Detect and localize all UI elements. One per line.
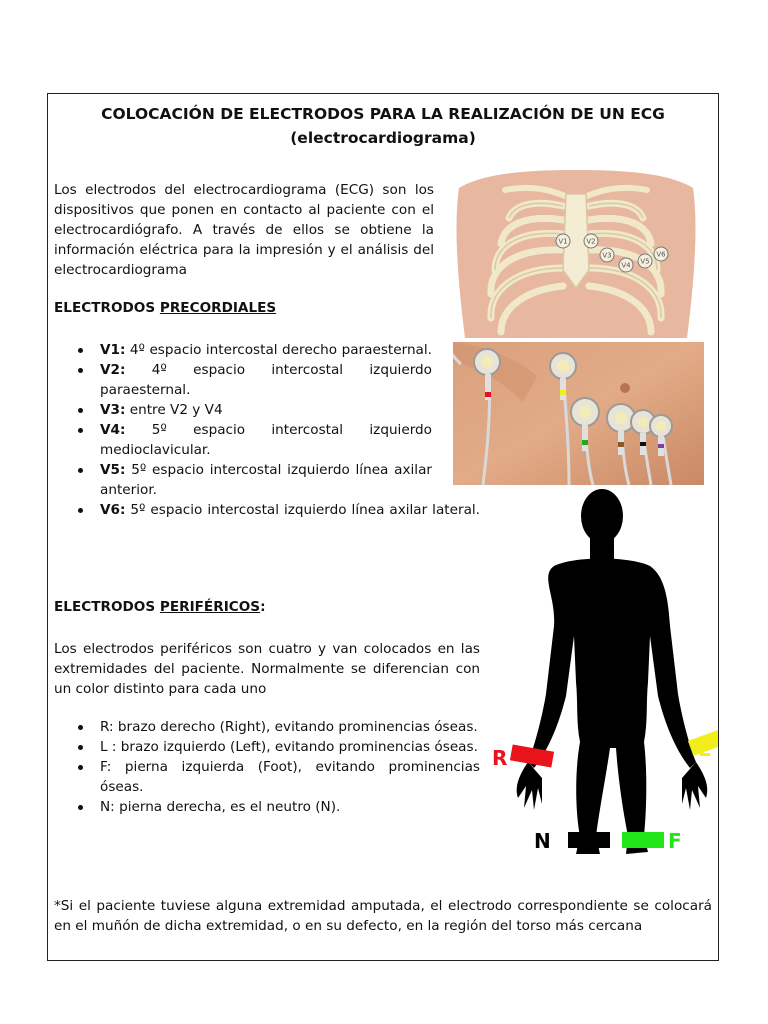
item-label: V2: [100,362,126,378]
ribcage-image [445,170,707,338]
precordial-heading-prefix: ELECTRODOS [54,300,160,316]
page-title [48,102,718,150]
body-label-n: N [534,829,551,853]
item-label: V3: [100,402,126,418]
body-silhouette-diagram [484,486,718,882]
precordial-item-v6 [54,500,480,520]
precordial-item-v2 [54,360,432,400]
ribcage-label-v4: V4 [621,261,631,270]
item-text: 4º espacio intercostal derecho paraesternal. [129,342,432,358]
precordial-heading-underlined: PRECORDIALES [159,300,277,316]
peripheral-heading-prefix: ELECTRODOS [54,599,160,615]
body-label-l: L [698,737,711,761]
precordial-item-v4 [54,420,432,460]
body-label-r: R [492,746,508,770]
chest-electrodes-photo [453,342,704,485]
item-text: 5º espacio intercostal izquierdo línea axilar lateral. [130,502,480,518]
peripheral-item-r: R: brazo derecho (Right), evitando prominencias óseas. [54,717,480,737]
precordial-list [54,340,480,520]
item-text: 4º espacio intercostal izquierdo paraesternal. [100,362,432,398]
item-text: 5º espacio intercostal izquierdo línea axilar anterior. [100,462,432,498]
ribcage-label-v5: V5 [640,257,650,266]
peripheral-item-f: F: pierna izquierda (Foot), evitando prominencias óseas. [54,757,480,797]
ribcage-label-v3: V3 [602,251,612,260]
item-label: V1: [100,342,126,358]
ribcage-label-v6: V6 [656,250,666,259]
peripheral-heading [54,599,266,615]
document-frame [47,93,719,961]
electrode-f-band [622,832,664,848]
precordial-item-v5 [54,460,432,500]
title-line-1: COLOCACIÓN DE ELECTRODOS PARA LA REALIZACIÓN DE UN ECG [101,105,665,123]
item-label: V4: [100,422,126,438]
body-label-f: F [668,829,682,853]
peripheral-heading-suffix: : [260,599,266,615]
peripheral-intro: Los electrodos periféricos son cuatro y van colocados en las extremidades del paciente. Normalmente se diferencian con un color distinto para cada uno [54,641,480,697]
item-label: V6: [100,502,126,518]
peripheral-item-n: N: pierna derecha, es el neutro (N). [54,797,480,817]
precordial-item-v3 [54,400,432,420]
precordial-heading [54,300,276,316]
item-text: 5º espacio intercostal izquierdo medioclavicular. [100,422,432,458]
peripheral-item-l: L : brazo izquierdo (Left), evitando prominencias óseas. [54,737,480,757]
item-label: V5: [100,462,126,478]
title-line-2: (electrocardiograma) [290,129,476,147]
peripheral-list [54,717,480,817]
intro-paragraph: Los electrodos del electrocardiograma (ECG) son los dispositivos que ponen en contacto al paciente con el electrocardiógrafo. A través de ellos se obtiene la información eléctrica para la impresión y el análisis del electrocardiograma [54,182,434,278]
ribcage-label-v2: V2 [586,237,596,246]
electrode-r-band [510,744,554,767]
electrode-n-band [568,832,610,848]
precordial-item-v1 [54,340,432,360]
ribcage-label-v1: V1 [558,237,568,246]
footnote: *Si el paciente tuviese alguna extremidad amputada, el electrodo correspondiente se colocará en el muñón de dicha extremidad, o en su defecto, en la región del torso más cercana [54,898,712,934]
peripheral-heading-underlined: PERIFÉRICOS [159,599,261,615]
item-text: entre V2 y V4 [129,402,223,418]
